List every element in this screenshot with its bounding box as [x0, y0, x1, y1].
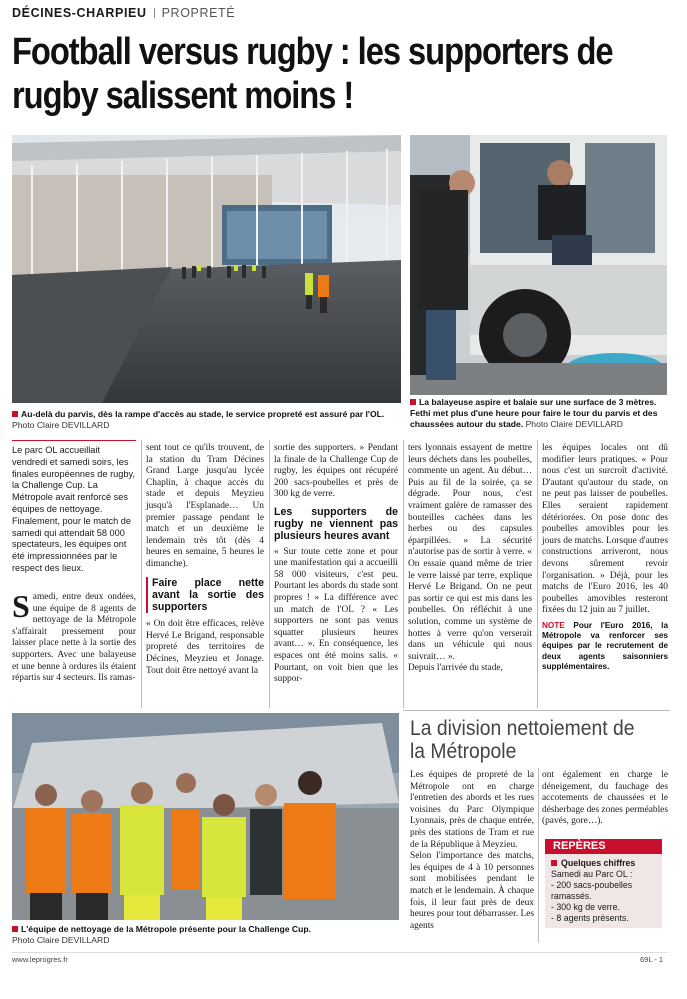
- reperes-subtitle: Quelques chiffres: [551, 858, 656, 869]
- kicker: [12, 6, 235, 20]
- col-divider: [269, 440, 270, 708]
- sidebar-col-2: [542, 770, 668, 828]
- sidebar-top-rule: [403, 710, 670, 711]
- caption-marker: [12, 926, 18, 932]
- photo-sweeper: [410, 135, 667, 395]
- col-divider: [538, 768, 539, 943]
- caption-text: La balayeuse aspire et balaie sur une surface de 3 mètres. Fethi met plus d'une heure pour faire le tour du parvis et des chaussées autour du stade.: [410, 397, 658, 429]
- article-col-1: [12, 588, 136, 685]
- sidebar-col-2-text: ont également en charge le déneigement, du fauchage des accotements de chaussées et le désherbage des zones perméables (pavés, gore…).: [542, 770, 668, 827]
- reperes-line: - 8 agents présents.: [551, 913, 629, 923]
- drop-cap: S: [12, 588, 30, 624]
- footer-site: www.leprogres.fr: [12, 955, 68, 964]
- sidebar-col-1-text-a: Les équipes de propreté de la Métropole ont en charge l'entretien des abords et les rues voisines du Parc Olympique Lyonnais, près de chaque entrée, près des stations de Tram et rue de la République à Meyzieu.: [410, 770, 534, 850]
- article-col-5-text: les équipes locales ont dû modifier leurs pratiques. « Pour nous c'est un surcroît d'activité. D'autant qu'autour du stade, on ne peut pas laisser de poubelles. Elles seraient rapidement détériorées. On pose donc des poubelles amovibles pour les jours de matchs. Lorsque d'autres constructions arriveront, nous devons sûrement revoir l'organisation. » Déjà, pour les matchs de l'Euro 2016, les 40 poubelles amovibles resteront fixées du 12 juin au 7 juillet.: [542, 443, 668, 616]
- caption-text: L'équipe de nettoyage de la Métropole présente pour la Challenge Cup.: [21, 924, 311, 934]
- lead-rule: [12, 440, 136, 441]
- article-col-1-text: amedi, entre deux ondées, une équipe de 8 agents de nettoyage de la Métropole s'affairait pressement pour laisser place nette à la sortie des supporters. Avec une balayeuse et une benne à ordures ils étaient répartis sur 4 secteurs. Ils ramas-: [12, 592, 136, 684]
- caption-marker: [12, 411, 18, 417]
- caption-photo-2: [410, 397, 668, 430]
- article-col-3-text-a: sortie des supporters. » Pendant la finale de la Challenge Cup de rugby, les équipes ont récupéré 200 sacs-poubelles et près de 300 kg de verre.: [274, 443, 398, 500]
- sidebar-col-1: [410, 770, 534, 932]
- caption-marker: [410, 399, 416, 405]
- photo-team: [12, 713, 399, 920]
- photo-credit: Photo Claire DEVILLARD: [12, 420, 110, 430]
- article-col-2-text-a: sent tout ce qu'ils trouvent, de la station du Tram Décines Grand Large jusqu'au lycée Chaplin, à chaque accès du stade et depuis Meyzieu jusqu'à l'Esplanade… Un premier passage pendant le match et un deuxième le lendemain très tôt (dès 4 heures en semaine, 5 heures le dimanche).: [146, 443, 264, 569]
- photo-credit: Photo Claire DEVILLARD: [525, 419, 624, 429]
- photo-stadium: [12, 135, 401, 403]
- subheading-1: Faire place nette avant la sortie des supporters: [146, 577, 264, 614]
- reperes-line: - 300 kg de verre.: [551, 902, 620, 912]
- reperes-title: REPÈRES: [545, 839, 662, 854]
- sidebar-title: La division nettoiement de la Métropole: [410, 717, 635, 763]
- article-col-2: [146, 443, 264, 677]
- article-lead: Le parc OL accueillait vendredi et samedi soirs, les finales européennes de rugby, la Challenge Cup. La Métropole avait renforcé ses équipes de nettoyage. Finalement, pour le match de samedi qui attendait 58 000 spectateurs, les équipes ont été impressionnées par le respect des lieux.: [12, 445, 135, 573]
- kicker-separator: [154, 8, 155, 18]
- caption-text: Au-delà du parvis, dès la rampe d'accès au stade, le service propreté est assuré par l'OL.: [21, 409, 385, 419]
- subheading-2: Les supporters de rugby ne viennent pas plusieurs heures avant: [274, 505, 398, 543]
- reperes-line: Samedi au Parc OL :: [551, 869, 633, 879]
- article-col-2-text-b: « On doit être efficaces, relève Hervé Le Brigand, responsable propreté des territoires de Décines, Meyzieu et Jonage. Tout doit être nettoyé avant la: [146, 619, 264, 676]
- location-label: DÉCINES-CHARPIEU: [12, 6, 147, 20]
- reperes-line: - 200 sacs-poubelles ramassés.: [551, 880, 633, 901]
- rubric-label: PROPRETÉ: [161, 6, 236, 20]
- caption-photo-1: [12, 409, 404, 431]
- photo-credit: Photo Claire DEVILLARD: [12, 935, 110, 945]
- note-label: NOTE: [542, 620, 565, 630]
- article-col-4: [408, 443, 532, 675]
- reperes-body: [545, 854, 662, 928]
- article-col-4-end: Depuis l'arrivée du stade,: [408, 663, 503, 674]
- article-col-3: [274, 443, 398, 686]
- caption-photo-3: [12, 924, 402, 946]
- sidebar-col-1-text-b: Selon l'importance des matchs, les équipes de 4 à 10 personnes sont mobilisées pendant le match et le lendemain. À chaque fois, il leur faut près de deux heures pour tout débarrasser. Les agents: [410, 851, 534, 931]
- note-box: [542, 621, 668, 672]
- footer-rule: [12, 952, 667, 953]
- note-text: Pour l'Euro 2016, la Métropole va renforcer ses équipes par le recrutement de deux agents saisonniers supplémentaires.: [542, 620, 668, 671]
- col-divider: [141, 440, 142, 708]
- article-col-4-text: ters lyonnais essayent de mettre leurs déchets dans les poubelles, commente un agent. Au début… Puis au fil de la soirée, ça se dégrade. Pour nous, c'est vraiment galère de ramasser des bouteilles cachées dans les herbes ou des capsules éparpillées. » La sécurité n'autorise pas de sortir à verre. « On essaie quand même de trier le verre laissé par terre, explique Hervé Le Brigand. On ne peut pas sortir ce qui est mis dans les poubelles. On réfléchit à une solution, comme un système de hottes à verre qu'on verserait dans un véhicule qui nous suivrait… ».: [408, 443, 532, 662]
- headline: Football versus rugby : les supporters de rugby salissent moins !: [12, 31, 613, 117]
- col-divider: [537, 440, 538, 708]
- article-col-5: [542, 443, 668, 672]
- reperes-box: [545, 839, 662, 928]
- article-col-3-text-b: « Sur toute cette zone et pour une manifestation qui a accueilli 58 000 visiteurs, c'est peu. Pourtant les abords du stade sont propres ! » La différence avec un match de l'OL ? « Les supporters ne sont pas venus squatter plusieurs heures avant… ». En conséquence, les espaces ont été moins salis. « Pourtant, on voit bien que les suppor-: [274, 546, 398, 685]
- footer-page-code: 69L - 1: [640, 955, 664, 964]
- col-divider: [403, 440, 404, 708]
